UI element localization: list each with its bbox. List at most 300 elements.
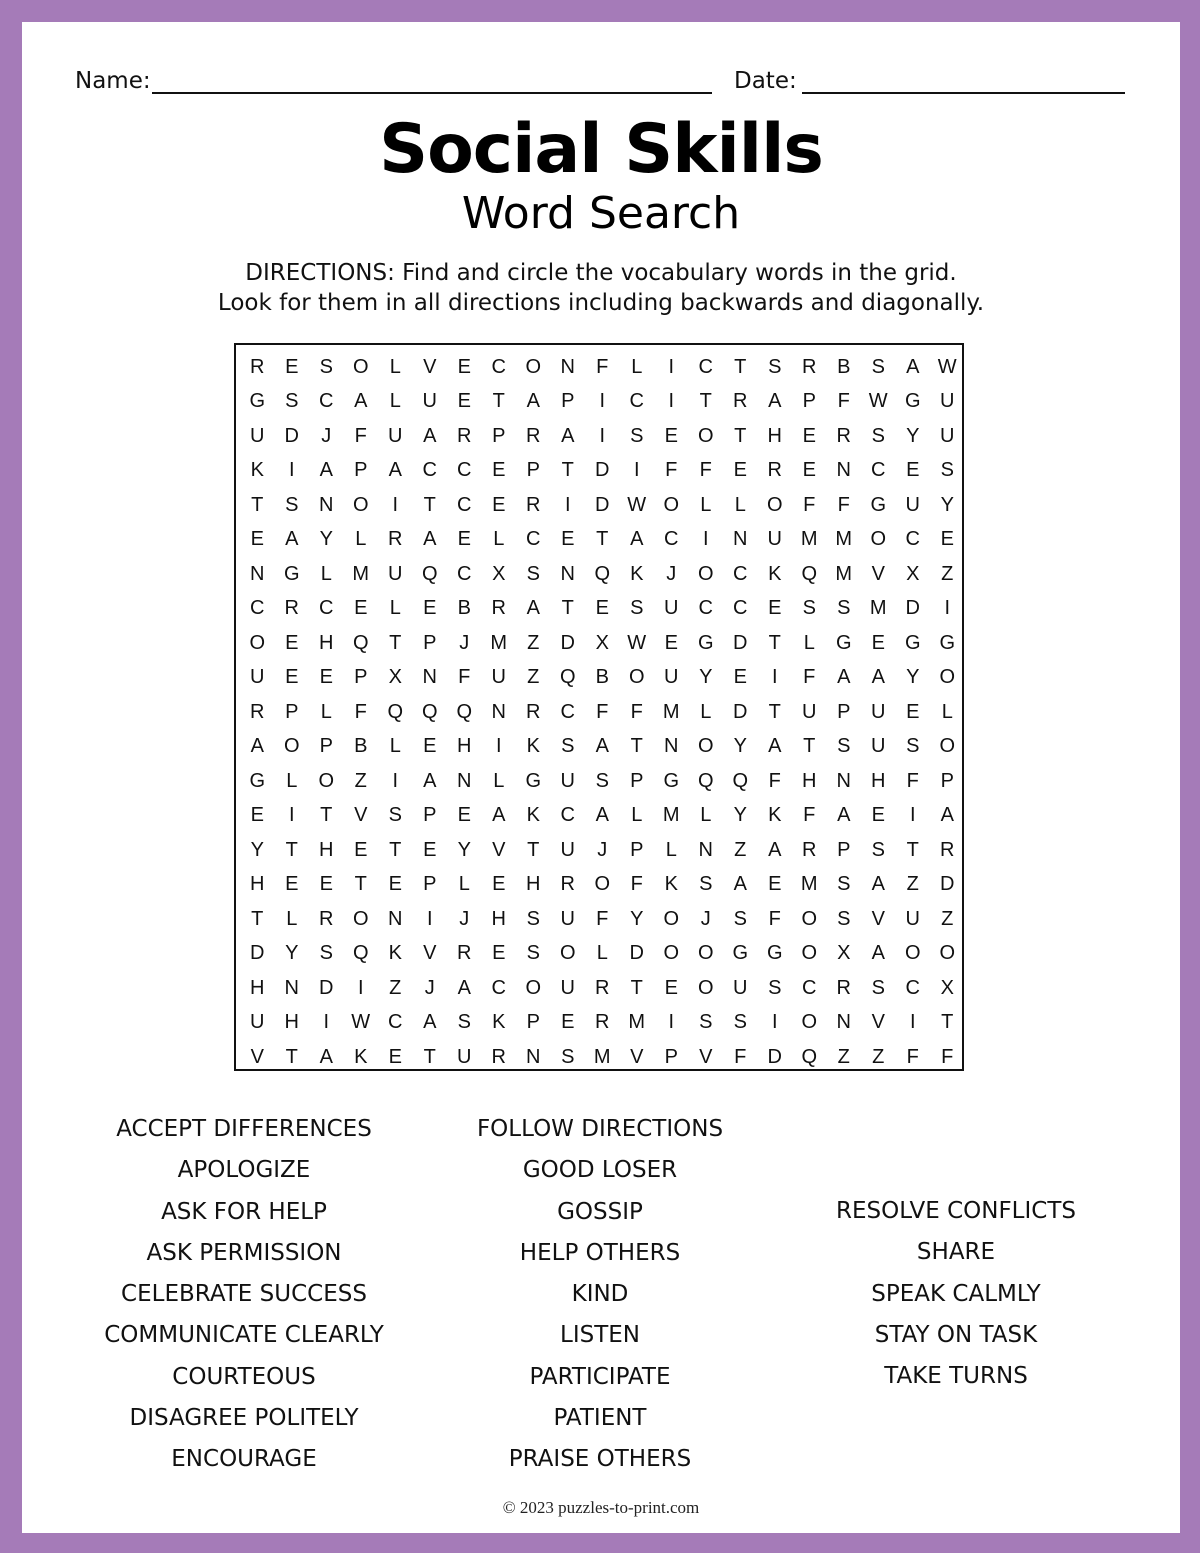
grid-letter[interactable]: S [699, 873, 713, 896]
grid-letter[interactable]: D [767, 1045, 782, 1068]
grid-letter[interactable]: G [697, 631, 714, 654]
grid-letter[interactable]: T [423, 1045, 436, 1068]
grid-letter[interactable]: N [526, 1045, 541, 1068]
grid-letter[interactable]: O [939, 666, 956, 689]
grid-letter[interactable]: T [561, 597, 574, 620]
grid-letter[interactable]: S [871, 424, 885, 447]
grid-letter[interactable]: L [596, 942, 608, 965]
grid-letter[interactable]: K [630, 562, 644, 585]
grid-letter[interactable]: P [354, 459, 368, 482]
grid-letter[interactable]: C [802, 976, 817, 999]
grid-letter[interactable]: M [490, 631, 508, 654]
grid-letter[interactable]: M [800, 528, 818, 551]
grid-letter[interactable]: O [663, 942, 680, 965]
grid-letter[interactable]: F [837, 390, 850, 413]
grid-letter[interactable]: Y [630, 907, 644, 930]
grid-letter[interactable]: A [423, 1011, 437, 1034]
grid-letter[interactable]: S [837, 873, 851, 896]
grid-letter[interactable]: A [423, 769, 437, 792]
grid-letter[interactable]: L [700, 804, 712, 827]
grid-letter[interactable]: O [697, 976, 714, 999]
grid-letter[interactable]: S [526, 907, 540, 930]
grid-letter[interactable]: Q [559, 666, 576, 689]
grid-letter[interactable]: C [698, 355, 713, 378]
grid-letter[interactable]: C [388, 1011, 403, 1034]
grid-letter[interactable]: C [733, 597, 748, 620]
grid-letter[interactable]: O [904, 942, 921, 965]
grid-letter[interactable]: Z [906, 873, 919, 896]
grid-letter[interactable]: K [526, 804, 540, 827]
grid-letter[interactable]: D [733, 631, 748, 654]
grid-letter[interactable]: D [733, 700, 748, 723]
grid-letter[interactable]: E [457, 390, 471, 413]
grid-letter[interactable]: T [492, 390, 505, 413]
grid-letter[interactable]: R [595, 1011, 610, 1034]
grid-letter[interactable]: B [354, 735, 368, 758]
name-line[interactable] [152, 92, 712, 94]
grid-letter[interactable]: Q [456, 700, 473, 723]
grid-letter[interactable]: R [767, 459, 782, 482]
grid-letter[interactable]: U [388, 562, 403, 585]
grid-letter[interactable]: O [801, 907, 818, 930]
grid-letter[interactable]: I [392, 493, 399, 516]
grid-letter[interactable]: H [319, 838, 334, 861]
grid-letter[interactable]: U [422, 390, 437, 413]
grid-letter[interactable]: T [561, 459, 574, 482]
grid-letter[interactable]: F [354, 700, 367, 723]
grid-letter[interactable]: D [250, 942, 265, 965]
grid-letter[interactable]: O [249, 631, 266, 654]
grid-letter[interactable]: C [491, 976, 506, 999]
grid-letter[interactable]: X [492, 562, 506, 585]
grid-letter[interactable]: X [595, 631, 609, 654]
grid-letter[interactable]: N [319, 493, 334, 516]
grid-letter[interactable]: O [352, 907, 369, 930]
grid-letter[interactable]: N [284, 976, 299, 999]
grid-letter[interactable]: P [561, 390, 575, 413]
grid-letter[interactable]: F [665, 459, 678, 482]
grid-letter[interactable]: A [871, 666, 885, 689]
grid-letter[interactable]: E [457, 528, 471, 551]
grid-letter[interactable]: R [457, 424, 472, 447]
grid-letter[interactable]: Q [421, 700, 438, 723]
grid-letter[interactable]: S [285, 493, 299, 516]
grid-letter[interactable]: E [871, 631, 885, 654]
grid-letter[interactable]: N [836, 1011, 851, 1034]
grid-letter[interactable]: J [597, 838, 608, 861]
grid-letter[interactable]: E [457, 804, 471, 827]
grid-letter[interactable]: S [630, 597, 644, 620]
grid-letter[interactable]: R [388, 528, 403, 551]
grid-letter[interactable]: U [905, 907, 920, 930]
grid-letter[interactable]: S [526, 562, 540, 585]
grid-letter[interactable]: N [457, 769, 472, 792]
grid-letter[interactable]: G [835, 631, 852, 654]
grid-letter[interactable]: A [837, 666, 851, 689]
grid-letter[interactable]: Q [387, 700, 404, 723]
grid-letter[interactable]: H [871, 769, 886, 792]
grid-letter[interactable]: P [423, 804, 437, 827]
grid-letter[interactable]: R [526, 424, 541, 447]
grid-letter[interactable]: M [593, 1045, 611, 1068]
grid-letter[interactable]: L [389, 597, 401, 620]
grid-letter[interactable]: C [319, 390, 334, 413]
grid-letter[interactable]: Z [389, 976, 402, 999]
grid-letter[interactable]: Z [354, 769, 367, 792]
grid-letter[interactable]: Z [527, 666, 540, 689]
grid-letter[interactable]: N [388, 907, 403, 930]
grid-letter[interactable]: L [631, 804, 643, 827]
grid-letter[interactable]: G [766, 942, 783, 965]
grid-letter[interactable]: E [595, 597, 609, 620]
grid-letter[interactable]: R [526, 493, 541, 516]
grid-letter[interactable]: I [668, 1011, 675, 1034]
grid-letter[interactable]: E [423, 838, 437, 861]
grid-letter[interactable]: T [941, 1011, 954, 1034]
grid-letter[interactable]: G [904, 631, 921, 654]
grid-letter[interactable]: E [906, 459, 920, 482]
grid-letter[interactable]: Y [906, 666, 920, 689]
grid-letter[interactable]: Q [352, 631, 369, 654]
grid-letter[interactable]: F [458, 666, 471, 689]
grid-letter[interactable]: M [800, 873, 818, 896]
grid-letter[interactable]: A [526, 390, 540, 413]
grid-letter[interactable]: I [564, 493, 571, 516]
grid-letter[interactable]: T [630, 976, 643, 999]
grid-letter[interactable]: G [870, 493, 887, 516]
grid-letter[interactable]: H [250, 976, 265, 999]
grid-letter[interactable]: O [697, 424, 714, 447]
grid-letter[interactable]: E [285, 873, 299, 896]
grid-letter[interactable]: B [837, 355, 851, 378]
grid-letter[interactable]: P [837, 838, 851, 861]
grid-letter[interactable]: F [768, 769, 781, 792]
grid-letter[interactable]: W [351, 1011, 371, 1034]
grid-letter[interactable]: E [802, 459, 816, 482]
grid-letter[interactable]: C [457, 562, 472, 585]
grid-letter[interactable]: F [630, 873, 643, 896]
grid-letter[interactable]: Y [906, 424, 920, 447]
grid-letter[interactable]: V [423, 355, 437, 378]
grid-letter[interactable]: A [733, 873, 747, 896]
grid-letter[interactable]: A [561, 424, 575, 447]
grid-letter[interactable]: T [423, 493, 436, 516]
grid-letter[interactable]: L [389, 390, 401, 413]
grid-letter[interactable]: T [320, 804, 333, 827]
grid-letter[interactable]: G [249, 390, 266, 413]
grid-letter[interactable]: S [837, 907, 851, 930]
grid-letter[interactable]: D [319, 976, 334, 999]
grid-letter[interactable]: P [630, 769, 644, 792]
grid-letter[interactable]: U [733, 976, 748, 999]
grid-letter[interactable]: T [803, 735, 816, 758]
grid-letter[interactable]: E [250, 804, 264, 827]
grid-letter[interactable]: U [664, 597, 679, 620]
grid-letter[interactable]: Y [940, 493, 954, 516]
grid-letter[interactable]: E [768, 597, 782, 620]
grid-letter[interactable]: V [699, 1045, 713, 1068]
grid-letter[interactable]: Q [732, 769, 749, 792]
grid-letter[interactable]: C [457, 493, 472, 516]
grid-letter[interactable]: A [388, 459, 402, 482]
grid-letter[interactable]: O [525, 355, 542, 378]
grid-letter[interactable]: C [560, 804, 575, 827]
grid-letter[interactable]: A [871, 942, 885, 965]
grid-letter[interactable]: O [594, 873, 611, 896]
grid-letter[interactable]: R [595, 976, 610, 999]
grid-letter[interactable]: J [321, 424, 332, 447]
grid-letter[interactable]: E [492, 493, 506, 516]
grid-letter[interactable]: O [283, 735, 300, 758]
grid-letter[interactable]: I [633, 459, 640, 482]
grid-letter[interactable]: I [909, 1011, 916, 1034]
grid-letter[interactable]: R [250, 700, 265, 723]
grid-letter[interactable]: Y [733, 735, 747, 758]
grid-letter[interactable]: U [560, 838, 575, 861]
grid-letter[interactable]: F [596, 700, 609, 723]
grid-letter[interactable]: Z [837, 1045, 850, 1068]
grid-letter[interactable]: U [767, 528, 782, 551]
grid-letter[interactable]: E [664, 976, 678, 999]
grid-letter[interactable]: E [768, 873, 782, 896]
grid-letter[interactable]: S [871, 838, 885, 861]
grid-letter[interactable]: F [837, 493, 850, 516]
grid-letter[interactable]: X [837, 942, 851, 965]
grid-letter[interactable]: C [629, 390, 644, 413]
grid-letter[interactable]: O [559, 942, 576, 965]
grid-letter[interactable]: O [801, 1011, 818, 1034]
grid-letter[interactable]: K [388, 942, 402, 965]
grid-letter[interactable]: A [319, 459, 333, 482]
grid-letter[interactable]: P [354, 666, 368, 689]
grid-letter[interactable]: S [871, 976, 885, 999]
grid-letter[interactable]: I [668, 355, 675, 378]
grid-letter[interactable]: O [663, 493, 680, 516]
grid-letter[interactable]: D [595, 493, 610, 516]
grid-letter[interactable]: V [354, 804, 368, 827]
grid-letter[interactable]: T [389, 631, 402, 654]
grid-letter[interactable]: E [733, 666, 747, 689]
grid-letter[interactable]: U [491, 666, 506, 689]
grid-letter[interactable]: U [905, 493, 920, 516]
grid-letter[interactable]: C [905, 976, 920, 999]
grid-letter[interactable]: O [697, 942, 714, 965]
grid-letter[interactable]: R [802, 355, 817, 378]
grid-letter[interactable]: W [627, 631, 647, 654]
grid-letter[interactable]: G [904, 390, 921, 413]
grid-letter[interactable]: S [733, 907, 747, 930]
grid-letter[interactable]: V [250, 1045, 264, 1068]
grid-letter[interactable]: J [424, 976, 435, 999]
grid-letter[interactable]: E [354, 597, 368, 620]
grid-letter[interactable]: S [940, 459, 954, 482]
grid-letter[interactable]: H [767, 424, 782, 447]
grid-letter[interactable]: F [596, 355, 609, 378]
grid-letter[interactable]: N [836, 459, 851, 482]
grid-letter[interactable]: E [664, 424, 678, 447]
grid-letter[interactable]: A [319, 1045, 333, 1068]
grid-letter[interactable]: S [837, 597, 851, 620]
grid-letter[interactable]: E [871, 804, 885, 827]
grid-letter[interactable]: T [251, 907, 264, 930]
grid-letter[interactable]: F [596, 907, 609, 930]
grid-letter[interactable]: E [457, 355, 471, 378]
grid-letter[interactable]: R [250, 355, 265, 378]
grid-letter[interactable]: E [388, 873, 402, 896]
grid-letter[interactable]: R [457, 942, 472, 965]
grid-letter[interactable]: M [835, 528, 853, 551]
grid-letter[interactable]: H [284, 1011, 299, 1034]
grid-letter[interactable]: S [319, 355, 333, 378]
grid-letter[interactable]: I [288, 804, 295, 827]
grid-letter[interactable]: A [595, 804, 609, 827]
grid-letter[interactable]: A [457, 976, 471, 999]
grid-letter[interactable]: V [630, 1045, 644, 1068]
grid-letter[interactable]: L [355, 528, 367, 551]
grid-letter[interactable]: Z [872, 1045, 885, 1068]
grid-letter[interactable]: D [905, 597, 920, 620]
grid-letter[interactable]: H [250, 873, 265, 896]
grid-letter[interactable]: S [595, 769, 609, 792]
grid-letter[interactable]: R [560, 873, 575, 896]
grid-letter[interactable]: L [665, 838, 677, 861]
grid-letter[interactable]: F [699, 459, 712, 482]
grid-letter[interactable]: N [560, 562, 575, 585]
grid-letter[interactable]: S [561, 735, 575, 758]
grid-letter[interactable]: H [802, 769, 817, 792]
grid-letter[interactable]: T [596, 528, 609, 551]
grid-letter[interactable]: M [869, 597, 887, 620]
grid-letter[interactable]: D [560, 631, 575, 654]
grid-letter[interactable]: A [906, 355, 920, 378]
grid-letter[interactable]: U [940, 424, 955, 447]
grid-letter[interactable]: L [493, 769, 505, 792]
grid-letter[interactable]: V [423, 942, 437, 965]
grid-letter[interactable]: C [250, 597, 265, 620]
grid-letter[interactable]: O [525, 976, 542, 999]
grid-letter[interactable]: S [526, 942, 540, 965]
grid-letter[interactable]: A [423, 528, 437, 551]
grid-letter[interactable]: Q [697, 769, 714, 792]
grid-letter[interactable]: J [459, 907, 470, 930]
grid-letter[interactable]: R [836, 424, 851, 447]
grid-letter[interactable]: E [906, 700, 920, 723]
grid-letter[interactable]: E [285, 355, 299, 378]
grid-letter[interactable]: Q [352, 942, 369, 965]
grid-letter[interactable]: L [700, 700, 712, 723]
grid-letter[interactable]: I [357, 976, 364, 999]
grid-letter[interactable]: D [629, 942, 644, 965]
grid-letter[interactable]: A [285, 528, 299, 551]
grid-letter[interactable]: N [664, 735, 679, 758]
grid-letter[interactable]: E [285, 631, 299, 654]
grid-letter[interactable]: E [802, 424, 816, 447]
grid-letter[interactable]: E [561, 1011, 575, 1034]
grid-letter[interactable]: U [250, 424, 265, 447]
grid-letter[interactable]: I [771, 666, 778, 689]
grid-letter[interactable]: A [250, 735, 264, 758]
grid-letter[interactable]: A [492, 804, 506, 827]
grid-letter[interactable]: M [835, 562, 853, 585]
grid-letter[interactable]: A [354, 390, 368, 413]
grid-letter[interactable]: I [909, 804, 916, 827]
grid-letter[interactable]: C [698, 597, 713, 620]
grid-letter[interactable]: R [940, 838, 955, 861]
grid-letter[interactable]: T [285, 838, 298, 861]
grid-letter[interactable]: N [836, 769, 851, 792]
grid-letter[interactable]: P [319, 735, 333, 758]
grid-letter[interactable]: R [526, 700, 541, 723]
grid-letter[interactable]: E [423, 735, 437, 758]
grid-letter[interactable]: R [836, 976, 851, 999]
grid-letter[interactable]: R [319, 907, 334, 930]
grid-letter[interactable]: C [560, 700, 575, 723]
grid-letter[interactable]: E [423, 597, 437, 620]
grid-letter[interactable]: Q [594, 562, 611, 585]
grid-letter[interactable]: I [599, 424, 606, 447]
grid-letter[interactable]: U [802, 700, 817, 723]
grid-letter[interactable]: O [352, 355, 369, 378]
grid-letter[interactable]: L [286, 907, 298, 930]
grid-letter[interactable]: F [768, 907, 781, 930]
grid-letter[interactable]: T [768, 631, 781, 654]
grid-letter[interactable]: A [768, 390, 782, 413]
grid-letter[interactable]: E [354, 838, 368, 861]
date-line[interactable] [802, 92, 1125, 94]
grid-letter[interactable]: E [940, 528, 954, 551]
grid-letter[interactable]: J [700, 907, 711, 930]
grid-letter[interactable]: W [627, 493, 647, 516]
grid-letter[interactable]: A [768, 735, 782, 758]
grid-letter[interactable]: A [423, 424, 437, 447]
grid-letter[interactable]: T [734, 355, 747, 378]
grid-letter[interactable]: R [284, 597, 299, 620]
grid-letter[interactable]: N [560, 355, 575, 378]
grid-letter[interactable]: U [871, 700, 886, 723]
grid-letter[interactable]: S [906, 735, 920, 758]
grid-letter[interactable]: E [664, 631, 678, 654]
grid-letter[interactable]: T [389, 838, 402, 861]
grid-letter[interactable]: S [630, 424, 644, 447]
grid-letter[interactable]: Y [699, 666, 713, 689]
grid-letter[interactable]: F [803, 493, 816, 516]
grid-letter[interactable]: W [868, 390, 888, 413]
grid-letter[interactable]: C [319, 597, 334, 620]
grid-letter[interactable]: O [870, 528, 887, 551]
grid-letter[interactable]: M [662, 804, 680, 827]
grid-letter[interactable]: K [250, 459, 264, 482]
grid-letter[interactable]: O [697, 562, 714, 585]
grid-letter[interactable]: Z [734, 838, 747, 861]
grid-letter[interactable]: B [457, 597, 471, 620]
grid-letter[interactable]: V [492, 838, 506, 861]
grid-letter[interactable]: P [423, 873, 437, 896]
grid-letter[interactable]: T [354, 873, 367, 896]
grid-letter[interactable]: X [940, 976, 954, 999]
grid-letter[interactable]: K [768, 562, 782, 585]
grid-letter[interactable]: A [630, 528, 644, 551]
grid-letter[interactable]: A [871, 873, 885, 896]
grid-letter[interactable]: E [492, 459, 506, 482]
grid-letter[interactable]: U [250, 1011, 265, 1034]
grid-letter[interactable]: P [630, 838, 644, 861]
grid-letter[interactable]: U [250, 666, 265, 689]
grid-letter[interactable]: S [285, 390, 299, 413]
grid-letter[interactable]: G [249, 769, 266, 792]
grid-letter[interactable]: O [766, 493, 783, 516]
grid-letter[interactable]: Y [733, 804, 747, 827]
grid-letter[interactable]: L [458, 873, 470, 896]
